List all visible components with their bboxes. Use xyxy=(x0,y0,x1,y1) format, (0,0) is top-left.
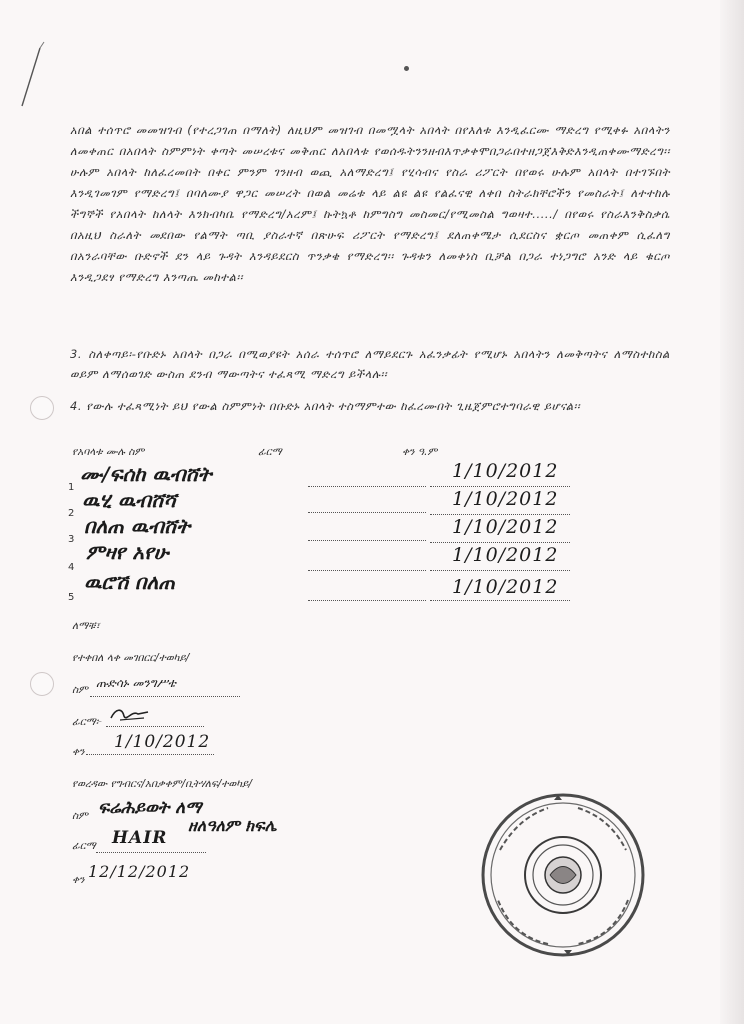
member-date: 1/10/2012 xyxy=(452,544,559,566)
member-date: 1/10/2012 xyxy=(452,576,559,598)
official-signature-line xyxy=(96,852,206,853)
receiver-date-value: 1/10/2012 xyxy=(114,732,211,752)
official-name-value: ፍሬሕይወት ለማ xyxy=(98,798,202,818)
ink-dot xyxy=(404,66,409,71)
members-date-header: ቀን ዓ.ም xyxy=(402,446,438,458)
signature-line xyxy=(308,600,426,601)
punch-hole-top xyxy=(30,396,54,420)
date-line xyxy=(430,486,570,487)
signature-line xyxy=(308,570,426,571)
member-name: በለጠ ዉብሸት xyxy=(84,514,190,538)
receiver-signature-line xyxy=(106,726,204,727)
member-date: 1/10/2012 xyxy=(452,488,559,510)
official-date-label: ቀን xyxy=(72,874,85,886)
date-line xyxy=(430,542,570,543)
date-line xyxy=(430,514,570,515)
official-name-value-2: ዘለዓለም ክፍሌ xyxy=(188,816,277,835)
signature-line xyxy=(308,512,426,513)
receiver-name-value: ጡድሳኑ መንግሥቴ xyxy=(96,676,176,690)
member-name: ዉሂ ዉብሸሻ xyxy=(82,488,177,512)
receiver-name-label: ስም xyxy=(72,684,88,696)
member-date: 1/10/2012 xyxy=(452,460,559,482)
receiver-signature-scribble xyxy=(108,704,156,726)
pen-scratch-mark xyxy=(18,40,48,110)
receiver-title: የተቀበለ ላቀ መገበርር/ተወካይ/ xyxy=(72,652,190,664)
signature-line xyxy=(308,540,426,541)
member-date: 1/10/2012 xyxy=(452,516,559,538)
member-number: 5 xyxy=(68,592,75,603)
official-signature-value: HAIR xyxy=(112,828,168,848)
receiver-signature-label: ፊርማ፦ xyxy=(72,716,102,728)
member-number: 4 xyxy=(68,562,75,573)
members-signature-header: ፊርማ xyxy=(258,446,282,458)
member-name: ሙ/ፍሰከ ዉብሸት xyxy=(80,462,212,486)
clause-4-paragraph: 4. የውሉ ተፈጻሚነት ይህ የውል ስምምነት በቡድኑ አበላት ተስማምተው ከፈረሙበት ጊዜጀምሮተግባራዊ ይሆናል፡፡ xyxy=(70,399,581,413)
receiver-date-label: ቀን xyxy=(72,746,85,758)
official-date-value: 12/12/2012 xyxy=(88,862,191,881)
official-signature-label: ፊርማ xyxy=(72,840,96,852)
page-edge-shadow xyxy=(720,0,744,1024)
clause-3-paragraph: 3. ስለቀጣይ፡-የቡድኑ አበላት በጋራ በሚወያዩት አሰራ ተሰጥሮ ለማይደርጉ አፈንቃፊት የሚሆኑ አበላትን ለመቅጣትና ለማስተከስል ወይም ለማሰወገድ ውስጠ ደንብ ማውጣትና ተፈጻሚ ማድረግ ይችላሉ፡፡ xyxy=(70,347,670,381)
member-name: ምዛየ አየሁ xyxy=(86,540,169,564)
member-number: 2 xyxy=(68,508,75,519)
official-name-label: ስም xyxy=(72,810,88,822)
official-title: የወረዳው የግብርና/አበቃቀም/ቢትሃለፍ/ተወካይ/ xyxy=(72,778,252,790)
punch-hole-bottom xyxy=(30,672,54,696)
date-line xyxy=(430,600,570,601)
official-stamp-seal xyxy=(478,790,648,960)
member-name: ዉሮሽ በለጠ xyxy=(84,570,175,594)
members-name-header: የአባላቱ ሙሉ ስም xyxy=(72,446,145,458)
receiver-name-line xyxy=(90,696,240,697)
agreement-clause-paragraph: አበል ተሰጥሮ መመዝገብ (የተረጋገጠ በማለት) ለዚህም መዝገብ በመሟላት አበላት በየእለቱ እንዲፈርሙ ማድረግ የሚቀፉ አበላትን ለመቀጠር በአበላት ስምምነት ቀጣት መሠረቱና መቅጠር ለአበላቱ የወሰዱትንንዘብእጥቃቀሞበጋራበተዘጋጀእቅድእንዲጠቀሙማድረግ፡፡ሁሉም አበላት ከለፈረመበት በቀር ምንም ገንዘብ ወጪ አለማድረግ፤ የሂሳብና የስራ ሪፖርት በየወሩ ሁሉም አበላት በተገኙበት እንዲገመገም የማድረግ፤ በባለሙያ ዋጋር መሠረት በወል መሬቱ ላይ ልዩ ልዩ የልፈናዊ ለቀበ ስትራክቸሮችን የመስራት፤ ለተተከሉ ችግኞች የአበላት ከለላት እንክብካቤ የማድረግ/አረም፤ ኩትኳቶ ከምግስግ መስመር/የሚመስል ግወዛተ...../ በየወሩ የስራእንቅስቃሴ በአዚህ ስራለት መደበው የልማት ጣቢ ያስራተኛ በጽሁፍ ሪፖርት የማድረግ፤ ደለጠቀሜታ ሲደርስና ቋርጦ መጠቀም ሲፈለግ በአንራባቸው ቡድኖች ደን ላይ ጉዳት እንዳይደርስ ጥንቃቄ የማድረግ፡፡ ጉዳቱን ለመቀነስ ቢቻል በጋራ ተነጋግሮ አንድ ላይ ቁርጦ እንዲጋደፃ የማድረግ እንጣጤ መከተል፡፡ xyxy=(70,123,670,284)
member-number: 3 xyxy=(68,534,75,545)
witnesses-label: ለማቹ፣ xyxy=(72,620,100,632)
receiver-date-line xyxy=(86,754,214,755)
date-line xyxy=(430,570,570,571)
member-number: 1 xyxy=(68,482,75,493)
signature-line xyxy=(308,486,426,487)
